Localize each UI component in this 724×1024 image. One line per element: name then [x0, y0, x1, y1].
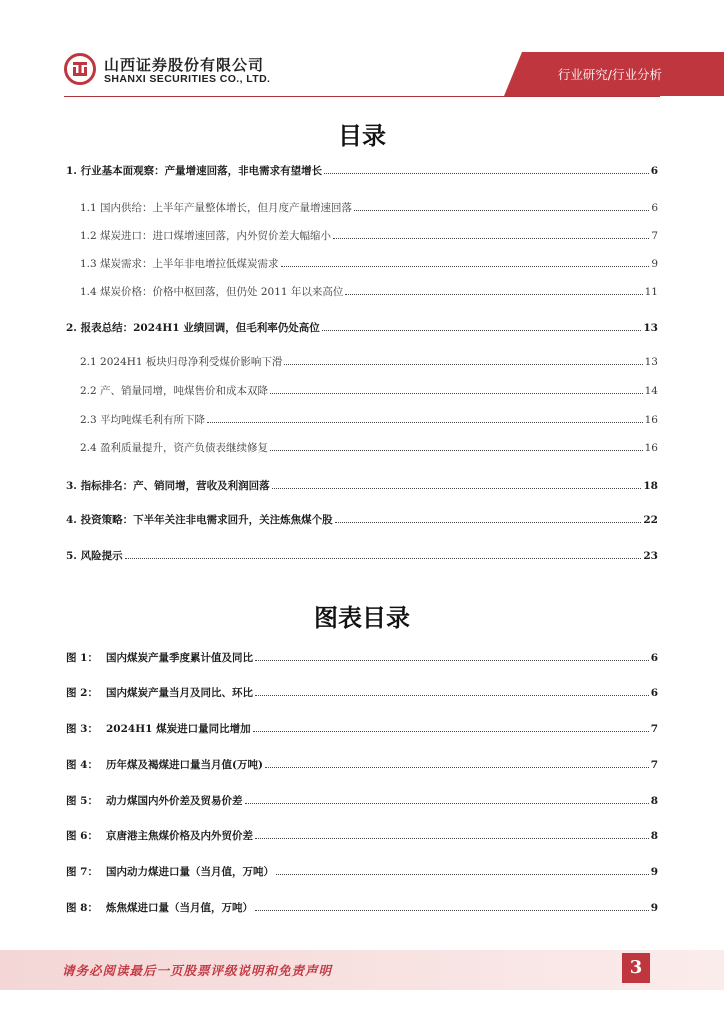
dot-leader: [354, 201, 649, 211]
toc-entry-page: 6: [651, 202, 658, 214]
dot-leader: [255, 901, 649, 911]
disclaimer-notice: 请务必阅读最后一页股票评级说明和免责声明: [62, 963, 333, 978]
toc-entry-title: 1.2 煤炭进口：进口煤增速回落，内外贸价差大幅缩小: [80, 230, 332, 242]
dot-leader: [265, 758, 649, 768]
figure-entry[interactable]: [0, 864, 724, 880]
figure-page: 7: [650, 759, 658, 771]
toc-entry-title: 1. 行业基本面观察：产量增速回落，非电需求有望增长: [66, 165, 323, 177]
toc-entry-title: 3. 指标排名：产、销同增，营收及利润回落: [66, 480, 270, 492]
figure-page: 9: [650, 902, 658, 914]
figure-label: 图 5：: [66, 795, 98, 807]
figure-title: 国内煤炭产量当月及同比、环比: [106, 687, 253, 699]
toc-entry-page: 22: [643, 514, 658, 526]
figure-label: 图 6：: [66, 830, 98, 842]
dot-leader: [270, 384, 643, 394]
toc-entry[interactable]: [0, 478, 724, 494]
figure-list-title: 图表目录: [314, 604, 410, 632]
toc-entry[interactable]: [0, 284, 724, 300]
figure-page: 9: [650, 866, 658, 878]
toc-entry[interactable]: [0, 320, 724, 336]
dot-leader: [322, 321, 642, 331]
dot-leader: [281, 257, 650, 267]
figure-title: 历年煤及褐煤进口量当月值(万吨): [106, 759, 263, 771]
figure-label: 图 7：: [66, 866, 98, 878]
toc-entry-title: 2.3 平均吨煤毛利有所下降: [80, 414, 206, 426]
toc-entry-page: 6: [650, 165, 658, 177]
toc-entry[interactable]: [0, 383, 724, 399]
dot-leader: [207, 413, 643, 423]
figure-label: 图 4：: [66, 759, 98, 771]
figure-entry[interactable]: [0, 900, 724, 916]
toc-entry-page: 13: [644, 356, 658, 368]
figure-title: 炼焦煤进口量（当月值，万吨）: [106, 902, 253, 914]
report-category-tag: 行业研究/行业分析: [557, 67, 662, 82]
toc-entry-title: 2.4 盈利质量提升，资产负债表继续修复: [80, 442, 269, 454]
toc-entry[interactable]: [0, 228, 724, 244]
toc-entry-page: 16: [644, 442, 658, 454]
dot-leader: [253, 722, 649, 732]
toc-entry[interactable]: [0, 412, 724, 428]
dot-leader: [333, 229, 649, 239]
dot-leader: [324, 164, 649, 174]
toc-entry[interactable]: [0, 440, 724, 456]
toc-entry-page: 9: [651, 258, 658, 270]
toc-entry[interactable]: [0, 512, 724, 528]
dot-leader: [245, 794, 649, 804]
toc-entry-title: 2. 报表总结：2024H1 业绩回调，但毛利率仍处高位: [66, 322, 320, 334]
figure-entry[interactable]: [0, 650, 724, 666]
dot-leader: [272, 479, 642, 489]
company-logo-icon: [64, 53, 96, 85]
toc-title: 目录: [338, 122, 386, 150]
toc-entry-title: 1.4 煤炭价格：价格中枢回落，但仍处 2011 年以来高位: [80, 286, 344, 298]
figure-label: 图 1：: [66, 652, 98, 664]
toc-entry-title: 2.1 2024H1 板块归母净利受煤价影响下滑: [80, 356, 283, 368]
toc-entry-page: 16: [644, 414, 658, 426]
toc-entry-page: 7: [651, 230, 658, 242]
dot-leader: [255, 829, 649, 839]
figure-entry[interactable]: [0, 828, 724, 844]
dot-leader: [345, 285, 642, 295]
toc-entry-page: 18: [643, 480, 658, 492]
company-name-cn: 山西证券股份有限公司: [104, 56, 265, 74]
dot-leader: [255, 651, 649, 661]
toc-entry-page: 13: [643, 322, 658, 334]
toc-entry[interactable]: [0, 354, 724, 370]
toc-entry-page: 14: [644, 385, 658, 397]
figure-page: 8: [650, 795, 658, 807]
dot-leader: [276, 865, 649, 875]
figure-title: 国内煤炭产量季度累计值及同比: [106, 652, 253, 664]
toc-entry[interactable]: [0, 200, 724, 216]
toc-entry-title: 1.3 煤炭需求：上半年非电增拉低煤炭需求: [80, 258, 279, 270]
figure-label: 图 8：: [66, 902, 98, 914]
figure-page: 6: [650, 652, 658, 664]
figure-title: 2024H1 煤炭进口量同比增加: [106, 723, 251, 735]
figure-entry[interactable]: [0, 757, 724, 773]
figure-label: 图 2：: [66, 687, 98, 699]
figure-entry[interactable]: [0, 685, 724, 701]
figure-page: 8: [650, 830, 658, 842]
dot-leader: [270, 441, 643, 451]
figure-page: 6: [650, 687, 658, 699]
header-divider: [64, 96, 660, 97]
toc-entry[interactable]: [0, 256, 724, 272]
figure-entry[interactable]: [0, 793, 724, 809]
toc-entry-title: 4. 投资策略：下半年关注非电需求回升，关注炼焦煤个股: [66, 514, 333, 526]
dot-leader: [125, 549, 642, 559]
toc-entry-title: 2.2 产、销量同增，吨煤售价和成本双降: [80, 385, 269, 397]
toc-entry-title: 1.1 国内供给：上半年产量整体增长，但月度产量增速回落: [80, 202, 353, 214]
toc-entry-title: 5. 风险提示: [66, 550, 123, 562]
figure-title: 动力煤国内外价差及贸易价差: [106, 795, 243, 807]
toc-entry[interactable]: [0, 163, 724, 179]
dot-leader: [284, 355, 642, 365]
page-header: [0, 0, 724, 100]
toc-entry[interactable]: [0, 548, 724, 564]
figure-title: 国内动力煤进口量（当月值，万吨）: [106, 866, 274, 878]
dot-leader: [255, 686, 649, 696]
figure-page: 7: [650, 723, 658, 735]
figure-entry[interactable]: [0, 721, 724, 737]
figure-label: 图 3：: [66, 723, 98, 735]
toc-entry-page: 11: [644, 286, 658, 298]
figure-title: 京唐港主焦煤价格及内外贸价差: [106, 830, 253, 842]
page-number: 3: [622, 953, 650, 983]
dot-leader: [335, 513, 642, 523]
toc-entry-page: 23: [643, 550, 658, 562]
company-name-en: SHANXI SECURITIES CO., LTD.: [104, 73, 271, 85]
